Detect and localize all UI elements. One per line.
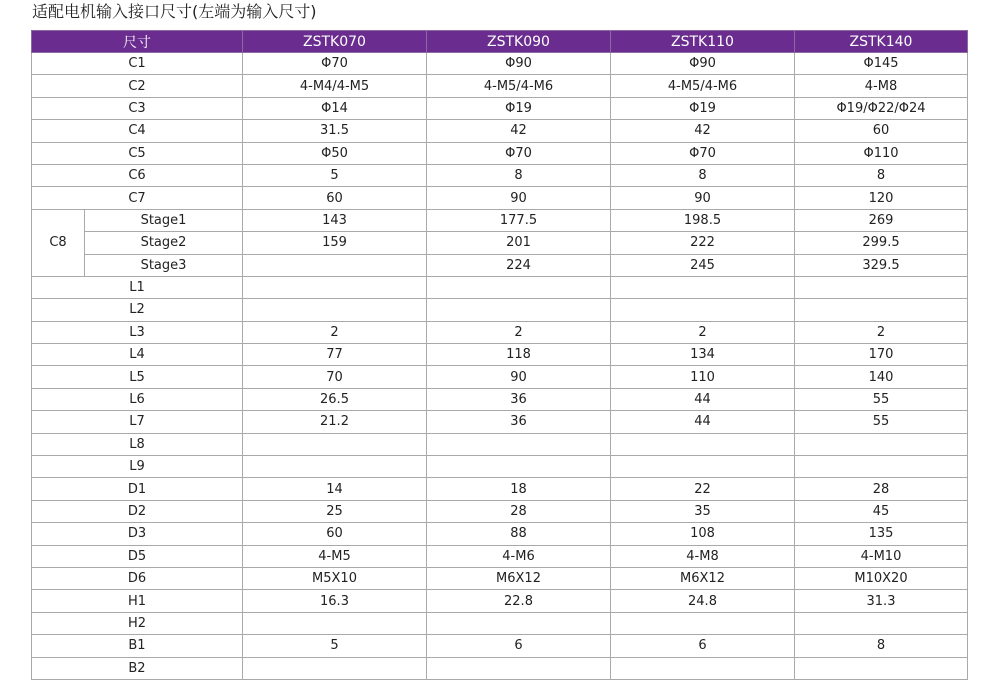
row-label: D6: [32, 567, 243, 589]
row-label: L1: [32, 276, 243, 298]
table-cell: 143: [243, 209, 427, 231]
table-row: [32, 657, 968, 679]
table-row: [32, 612, 968, 634]
table-cell: 245: [611, 254, 795, 276]
row-label: Stage3: [85, 254, 243, 276]
column-header-model: ZSTK090: [427, 31, 611, 53]
table-cell: 25: [243, 500, 427, 522]
table-cell: 42: [611, 120, 795, 142]
row-label: C3: [32, 97, 243, 119]
row-label: C1: [32, 53, 243, 75]
table-row: [32, 187, 968, 209]
table-cell: 108: [611, 523, 795, 545]
table-cell: 60: [795, 120, 968, 142]
table-cell: 21.2: [243, 411, 427, 433]
table-cell: Φ90: [427, 53, 611, 75]
table-row: [32, 388, 968, 410]
table-cell: 44: [611, 411, 795, 433]
table-cell: 36: [427, 411, 611, 433]
table-row: [32, 478, 968, 500]
row-label: C7: [32, 187, 243, 209]
table-cell: 28: [427, 500, 611, 522]
table-cell: Φ19: [427, 97, 611, 119]
table-cell: [243, 433, 427, 455]
table-cell: [427, 299, 611, 321]
table-cell: 77: [243, 344, 427, 366]
row-label: C5: [32, 142, 243, 164]
row-label: D1: [32, 478, 243, 500]
table-cell: 329.5: [795, 254, 968, 276]
table-cell: [427, 433, 611, 455]
table-cell: Φ19: [611, 97, 795, 119]
table-cell: 224: [427, 254, 611, 276]
table-cell: [611, 456, 795, 478]
row-label: B1: [32, 635, 243, 657]
row-group-label: C8: [32, 209, 85, 276]
table-cell: 198.5: [611, 209, 795, 231]
table-cell: 35: [611, 500, 795, 522]
table-cell: 26.5: [243, 388, 427, 410]
table-row: [32, 232, 968, 254]
table-cell: 134: [611, 344, 795, 366]
table-row: [32, 635, 968, 657]
table-body: [32, 53, 968, 680]
table-row: [32, 366, 968, 388]
table-cell: [795, 433, 968, 455]
table-cell: 8: [795, 164, 968, 186]
table-row: [32, 411, 968, 433]
table-cell: 118: [427, 344, 611, 366]
table-cell: M6X12: [427, 567, 611, 589]
row-label: L6: [32, 388, 243, 410]
table-cell: 159: [243, 232, 427, 254]
row-label: L3: [32, 321, 243, 343]
table-cell: 88: [427, 523, 611, 545]
table-cell: [243, 657, 427, 679]
table-cell: [795, 612, 968, 634]
table-cell: [427, 276, 611, 298]
table-cell: 4-M4/4-M5: [243, 75, 427, 97]
table-row: [32, 344, 968, 366]
table-cell: 42: [427, 120, 611, 142]
table-row: [32, 75, 968, 97]
row-label: D3: [32, 523, 243, 545]
table-cell: 269: [795, 209, 968, 231]
table-cell: 90: [611, 187, 795, 209]
table-cell: Φ50: [243, 142, 427, 164]
table-header-row: [32, 31, 968, 53]
table-cell: [243, 299, 427, 321]
row-label: L8: [32, 433, 243, 455]
table-cell: 8: [611, 164, 795, 186]
table-cell: 60: [243, 523, 427, 545]
table-row: [32, 299, 968, 321]
row-label: B2: [32, 657, 243, 679]
table-cell: 135: [795, 523, 968, 545]
table-row: [32, 97, 968, 119]
table-cell: 4-M5/4-M6: [611, 75, 795, 97]
table-cell: 170: [795, 344, 968, 366]
table-cell: 110: [611, 366, 795, 388]
table-cell: [795, 456, 968, 478]
row-label: L4: [32, 344, 243, 366]
table-cell: 177.5: [427, 209, 611, 231]
table-cell: Φ90: [611, 53, 795, 75]
table-row: [32, 456, 968, 478]
table-cell: 90: [427, 187, 611, 209]
table-cell: 299.5: [795, 232, 968, 254]
row-label: L2: [32, 299, 243, 321]
table-cell: 4-M10: [795, 545, 968, 567]
table-row: [32, 276, 968, 298]
row-label: D5: [32, 545, 243, 567]
table-cell: Φ70: [427, 142, 611, 164]
table-row: [32, 142, 968, 164]
table-row: [32, 500, 968, 522]
row-label: L9: [32, 456, 243, 478]
table-cell: [427, 657, 611, 679]
table-cell: 201: [427, 232, 611, 254]
table-cell: 60: [243, 187, 427, 209]
table-cell: 22: [611, 478, 795, 500]
row-label: L5: [32, 366, 243, 388]
table-cell: 45: [795, 500, 968, 522]
table-row: [32, 53, 968, 75]
row-label: C4: [32, 120, 243, 142]
table-row: [32, 567, 968, 589]
table-cell: 6: [611, 635, 795, 657]
table-cell: Φ145: [795, 53, 968, 75]
table-cell: 4-M5: [243, 545, 427, 567]
table-cell: [611, 299, 795, 321]
table-row: [32, 254, 968, 276]
row-label: Stage2: [85, 232, 243, 254]
table-cell: [243, 254, 427, 276]
table-cell: 222: [611, 232, 795, 254]
table-row: [32, 164, 968, 186]
row-label: L7: [32, 411, 243, 433]
table-cell: 5: [243, 635, 427, 657]
column-header-dimension: 尺寸: [32, 31, 243, 53]
table-cell: [611, 612, 795, 634]
table-cell: 90: [427, 366, 611, 388]
table-cell: 4-M5/4-M6: [427, 75, 611, 97]
table-cell: 2: [243, 321, 427, 343]
table-cell: 24.8: [611, 590, 795, 612]
page-title: 适配电机输入接口尺寸(左端为输入尺寸): [32, 2, 317, 21]
table-cell: 14: [243, 478, 427, 500]
table-cell: 31.5: [243, 120, 427, 142]
table-cell: [427, 612, 611, 634]
column-header-model: ZSTK070: [243, 31, 427, 53]
table-cell: [611, 276, 795, 298]
table-cell: Φ110: [795, 142, 968, 164]
table-cell: 2: [427, 321, 611, 343]
table-cell: Φ70: [243, 53, 427, 75]
table-cell: 18: [427, 478, 611, 500]
table-cell: 140: [795, 366, 968, 388]
table-cell: 22.8: [427, 590, 611, 612]
table-cell: [795, 657, 968, 679]
row-label: H1: [32, 590, 243, 612]
table-cell: 4-M6: [427, 545, 611, 567]
table-row: [32, 545, 968, 567]
table-cell: 4-M8: [611, 545, 795, 567]
row-label: D2: [32, 500, 243, 522]
table-cell: 2: [611, 321, 795, 343]
dimension-table: [31, 30, 968, 680]
row-label: C6: [32, 164, 243, 186]
row-label: Stage1: [85, 209, 243, 231]
table-cell: 8: [427, 164, 611, 186]
table-cell: [795, 299, 968, 321]
table-cell: M6X12: [611, 567, 795, 589]
table-cell: Φ19/Φ22/Φ24: [795, 97, 968, 119]
table-cell: 2: [795, 321, 968, 343]
table-cell: 70: [243, 366, 427, 388]
table-cell: [427, 456, 611, 478]
table-cell: 55: [795, 388, 968, 410]
table-row: [32, 523, 968, 545]
table-cell: 44: [611, 388, 795, 410]
table-cell: 55: [795, 411, 968, 433]
table-row: [32, 590, 968, 612]
table-cell: 16.3: [243, 590, 427, 612]
table-cell: [243, 456, 427, 478]
table-cell: Φ14: [243, 97, 427, 119]
table-cell: 4-M8: [795, 75, 968, 97]
row-label: H2: [32, 612, 243, 634]
table-row: [32, 120, 968, 142]
table-cell: 31.3: [795, 590, 968, 612]
table-cell: 28: [795, 478, 968, 500]
table-cell: 5: [243, 164, 427, 186]
table-cell: [243, 276, 427, 298]
table-cell: [611, 657, 795, 679]
table-cell: [243, 612, 427, 634]
table-cell: M5X10: [243, 567, 427, 589]
table-cell: M10X20: [795, 567, 968, 589]
table-row: [32, 209, 968, 231]
column-header-model: ZSTK110: [611, 31, 795, 53]
table-row: [32, 321, 968, 343]
table-cell: 36: [427, 388, 611, 410]
table-cell: Φ70: [611, 142, 795, 164]
table-cell: 120: [795, 187, 968, 209]
table-cell: 6: [427, 635, 611, 657]
table-cell: [611, 433, 795, 455]
row-label: C2: [32, 75, 243, 97]
column-header-model: ZSTK140: [795, 31, 968, 53]
table-cell: [795, 276, 968, 298]
table-cell: 8: [795, 635, 968, 657]
table-row: [32, 433, 968, 455]
